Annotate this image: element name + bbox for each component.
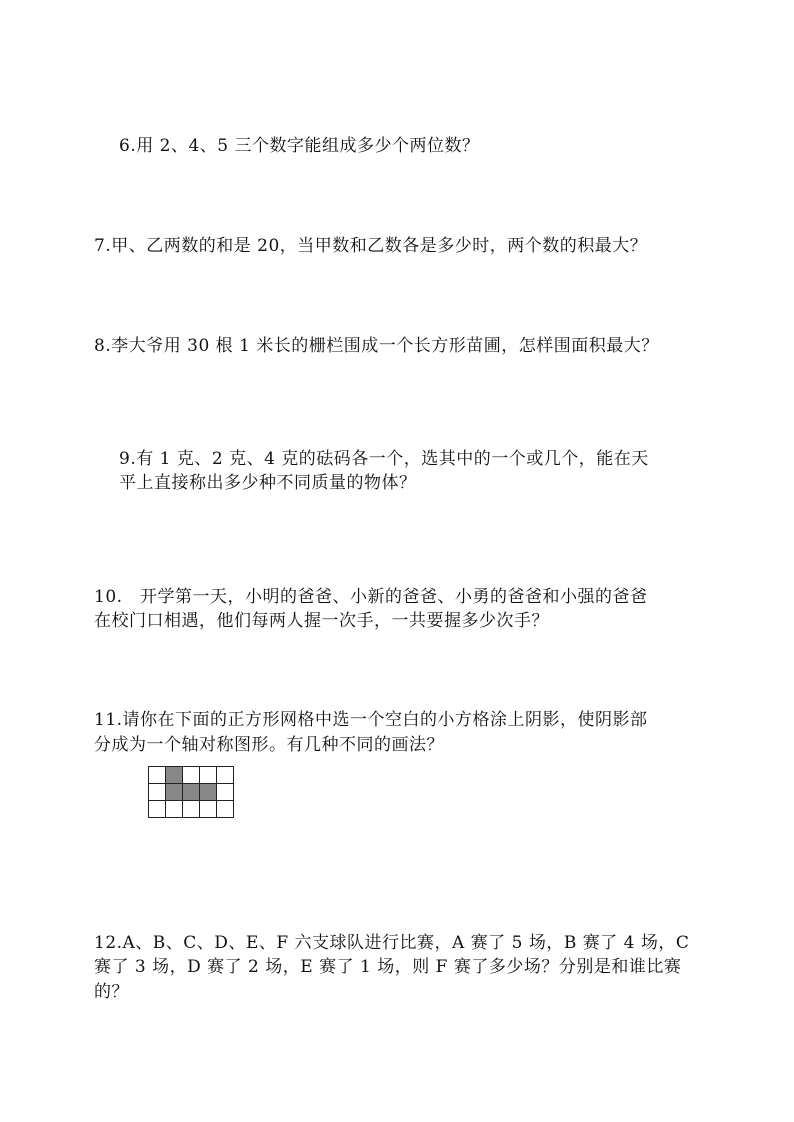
question-12-line-1: 12.A、B、C、D、E、F 六支球队进行比赛，A 赛了 5 场，B 赛了 4 场，C [94,933,690,953]
question-11-line-2: 分成为一个轴对称图形。有几种不同的画法？ [94,735,444,755]
question-9-line-2: 平上直接称出多少种不同质量的物体？ [119,473,417,493]
grid-cell-empty [217,784,234,801]
question-11-line-1: 11.请你在下面的正方形网格中选一个空白的小方格涂上阴影，使阴影部 [94,710,648,730]
grid-cell-empty [200,801,217,818]
question-8: 8.李大爷用 30 根 1 米长的栅栏围成一个长方形苗圃，怎样围面积最大？ [94,336,659,356]
grid-cell-empty [217,801,234,818]
grid-row [149,784,234,801]
question-7: 7.甲、乙两数的和是 20，当甲数和乙数各是多少时，两个数的积最大？ [94,236,648,256]
grid-cell-empty [149,784,166,801]
grid-cell-shaded [166,767,183,784]
grid-cell-shaded [166,784,183,801]
question-10-line-2: 在校门口相遇，他们每两人握一次手，一共要握多少次手？ [94,611,549,631]
grid-cell-empty [217,767,234,784]
grid-cell-shaded [200,784,217,801]
grid-cell-shaded [183,784,200,801]
question-6: 6.用 2、4、5 三个数字能组成多少个两位数？ [119,136,480,156]
grid-cell-empty [200,767,217,784]
grid-cell-empty [149,767,166,784]
grid-cell-empty [149,801,166,818]
grid-cell-empty [183,767,200,784]
question-12-line-2: 赛了 3 场，D 赛了 2 场，E 赛了 1 场，则 F 赛了多少场？分别是和谁比赛 [94,957,682,977]
grid-row [149,767,234,784]
question-9-line-1: 9.有 1 克、2 克、4 克的砝码各一个，选其中的一个或几个，能在天 [119,449,649,469]
question-12-line-3: 的？ [94,982,129,1002]
grid-row [149,801,234,818]
question-10-line-1: 10. 开学第一天，小明的爸爸、小新的爸爸、小勇的爸爸和小强的爸爸 [94,587,648,607]
grid-cell-empty [166,801,183,818]
square-grid [148,766,234,818]
grid-cell-empty [183,801,200,818]
